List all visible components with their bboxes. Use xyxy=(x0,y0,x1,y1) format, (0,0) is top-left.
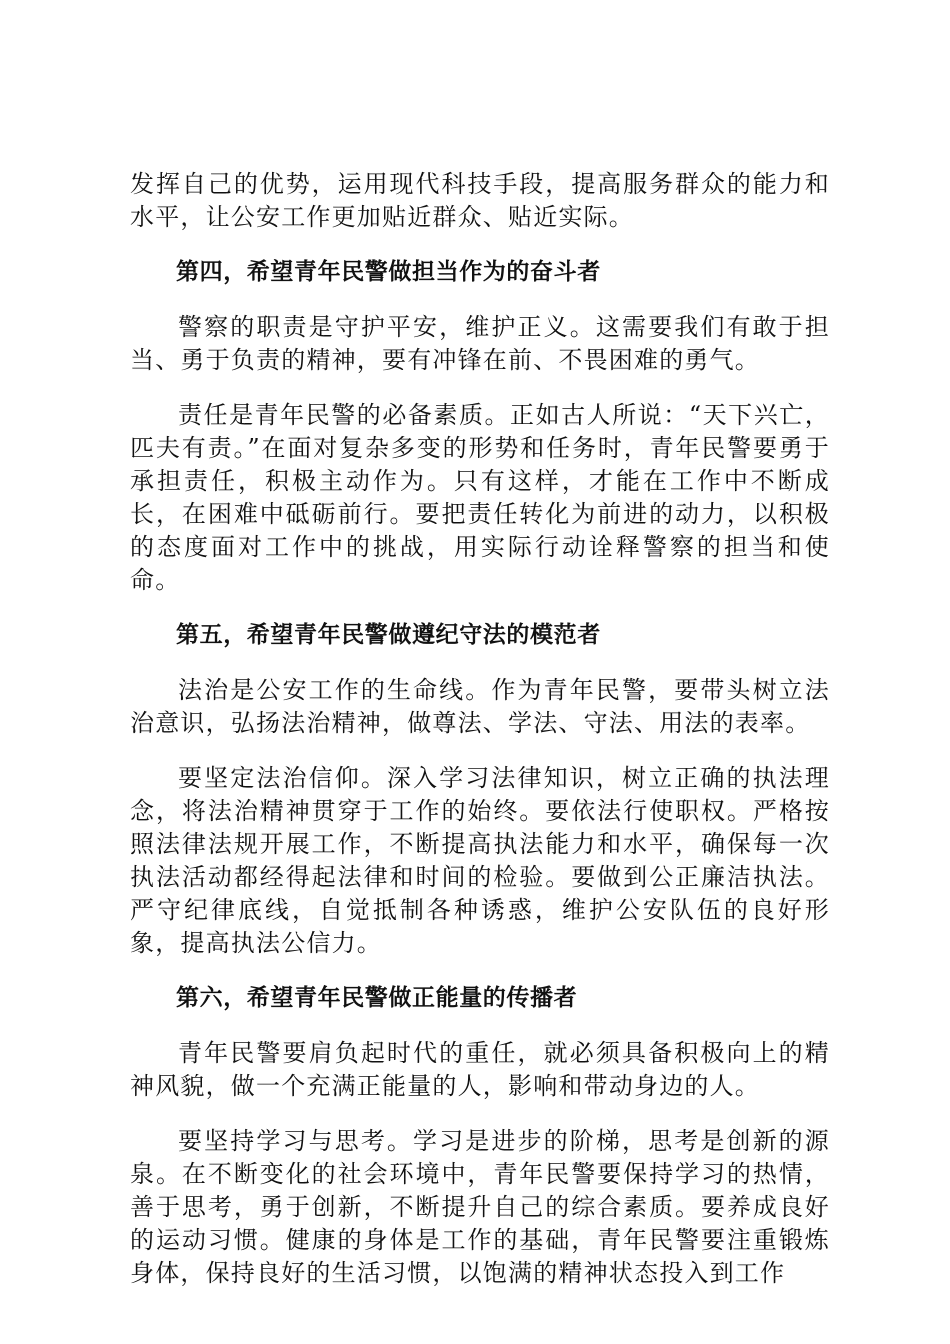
paragraph: 青年民警要肩负起时代的重任，就必须具备积极向上的精神风貌，做一个充满正能量的人，影响和带动身边的人。 xyxy=(130,1039,830,1100)
document-body xyxy=(130,168,830,1312)
section-heading-4: 第四，希望青年民警做担当作为的奋斗者 xyxy=(176,259,601,285)
section-heading-6: 第六，希望青年民警做正能量的传播者 xyxy=(176,985,578,1011)
paragraph: 要坚持学习与思考。学习是进步的阶梯，思考是创新的源泉。在不断变化的社会环境中，青年民警要保持学习的热情，善于思考，勇于创新，不断提升自己的综合素质。要养成良好的运动习惯。健康的身体是工作的基础，青年民警要注重锻炼身体，保持良好的生活习惯，以饱满的精神状态投入到工作 xyxy=(130,1127,830,1287)
paragraph: 警察的职责是守护平安，维护正义。这需要我们有敢于担当、勇于负责的精神，要有冲锋在前、不畏困难的勇气。 xyxy=(130,313,830,374)
paragraph-continued: 发挥自己的优势，运用现代科技手段，提高服务群众的能力和水平，让公安工作更加贴近群众、贴近实际。 xyxy=(130,170,830,231)
paragraph: 法治是公安工作的生命线。作为青年民警，要带头树立法治意识，弘扬法治精神，做尊法、学法、守法、用法的表率。 xyxy=(130,676,830,737)
section-heading-5: 第五，希望青年民警做遵纪守法的模范者 xyxy=(176,622,601,648)
paragraph: 责任是青年民警的必备素质。正如古人所说：“天下兴亡，匹夫有责。”在面对复杂多变的形势和任务时，青年民警要勇于承担责任，积极主动作为。只有这样，才能在工作中不断成长，在困难中砥砺前行。要把责任转化为前进的动力，以积极的态度面对工作中的挑战，用实际行动诠释警察的担当和使命。 xyxy=(130,401,830,594)
paragraph: 要坚定法治信仰。深入学习法律知识，树立正确的执法理念，将法治精神贯穿于工作的始终。要依法行使职权。严格按照法律法规开展工作，不断提高执法能力和水平，确保每一次执法活动都经得起法律和时间的检验。要做到公正廉洁执法。严守纪律底线，自觉抵制各种诱惑，维护公安队伍的良好形象，提高执法公信力。 xyxy=(130,764,830,957)
